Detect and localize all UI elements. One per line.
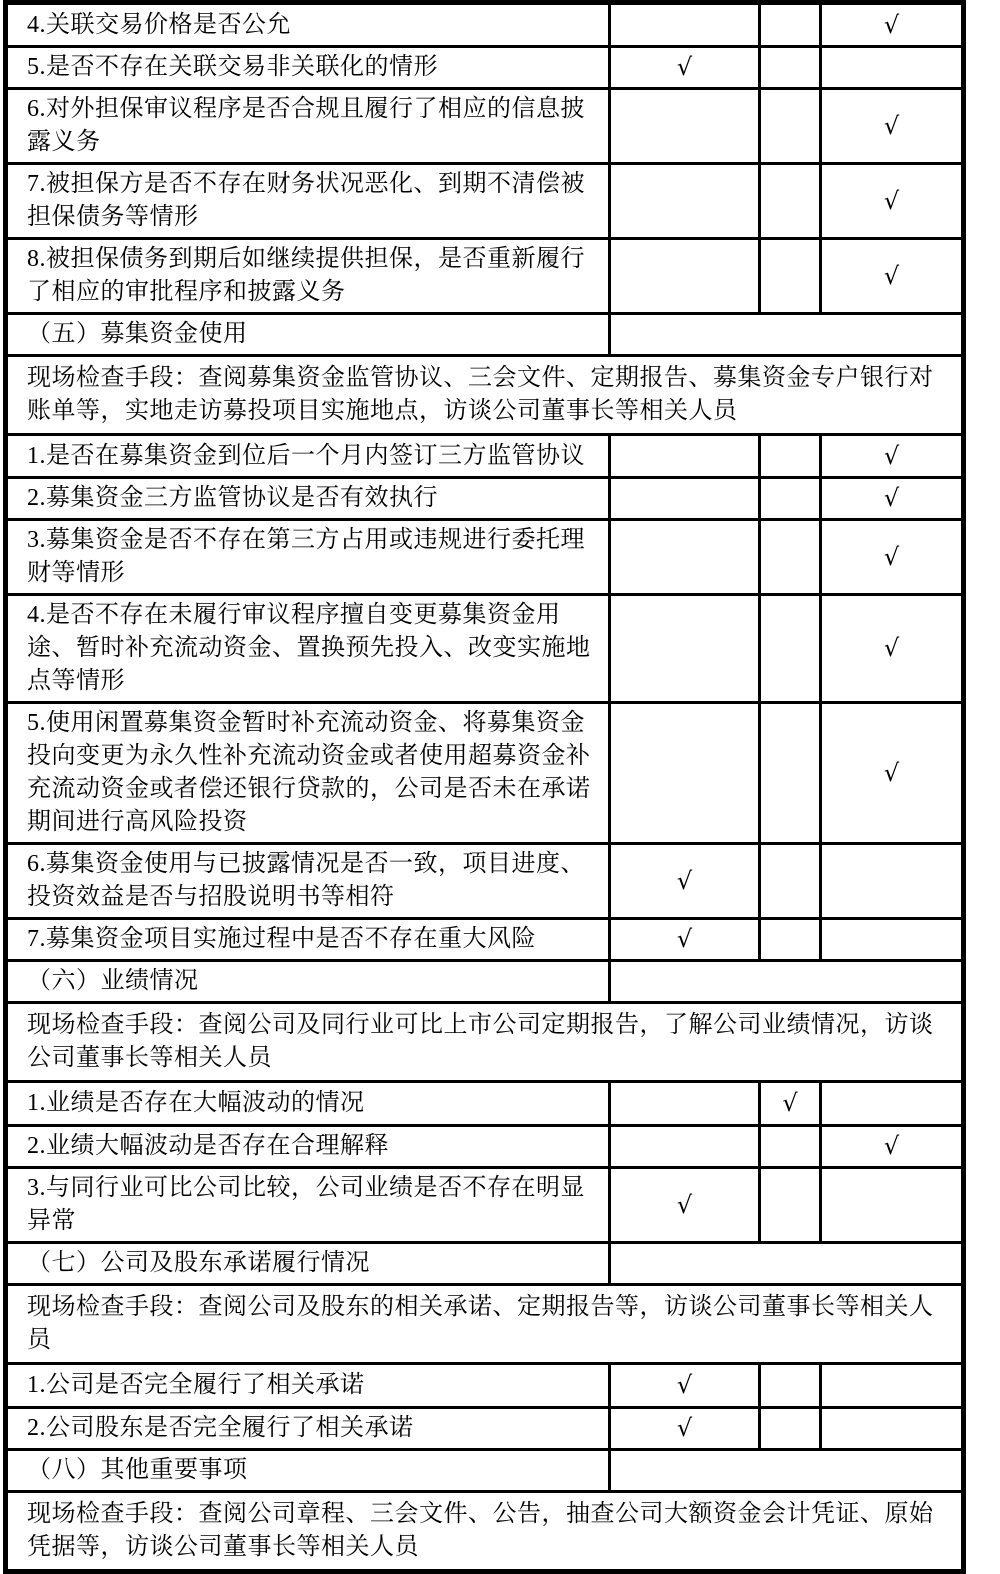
check-cell-3 <box>821 3 964 47</box>
check-cell-1 <box>610 1126 760 1168</box>
section-title: （五）募集资金使用 <box>6 314 610 356</box>
question-row <box>6 435 964 478</box>
check-cell-3 <box>821 1168 964 1243</box>
checkmark-icon: √ <box>676 866 693 895</box>
check-cell-2 <box>760 3 821 47</box>
check-cell-3 <box>821 919 964 961</box>
question-row <box>6 239 964 314</box>
check-cell-2 <box>760 919 821 961</box>
checkmark-icon: √ <box>676 1371 693 1399</box>
check-cell-2 <box>760 703 821 844</box>
check-cell-2 <box>760 1126 821 1168</box>
question-text: 2.公司股东是否完全履行了相关承诺 <box>6 1408 610 1450</box>
question-row <box>6 595 964 703</box>
checkmark-icon: √ <box>883 10 900 39</box>
check-cell-1 <box>610 478 760 520</box>
question-text: 8.被担保债务到期后如继续提供担保，是否重新履行了相应的审批程序和披露义务 <box>6 239 610 314</box>
question-row <box>6 919 964 961</box>
method-text: 现场检查手段：查阅公司及同行业可比上市公司定期报告，了解公司业绩情况，访谈公司董事长等相关人员 <box>6 1003 964 1082</box>
checkmark-icon: √ <box>782 1089 798 1117</box>
method-text: 现场检查手段：查阅公司章程、三会文件、公告，抽查公司大额资金会计凭证、原始凭据等，访谈公司董事长等相关人员 <box>6 1492 964 1572</box>
checkmark-icon: √ <box>883 634 900 662</box>
question-row <box>6 1408 964 1450</box>
section-answer-cell <box>610 1243 964 1285</box>
check-cell-3 <box>821 164 964 239</box>
check-cell-2 <box>760 844 821 919</box>
section-row <box>6 961 964 1003</box>
question-row <box>6 89 964 164</box>
section-title: （七）公司及股东承诺履行情况 <box>6 1243 610 1285</box>
check-cell-2 <box>760 239 821 314</box>
check-cell-3 <box>821 1082 964 1126</box>
question-row <box>6 164 964 239</box>
check-cell-1 <box>610 435 760 478</box>
check-cell-1 <box>610 844 760 919</box>
check-cell-3 <box>821 844 964 919</box>
check-cell-2 <box>760 520 821 595</box>
section-row <box>6 1450 964 1492</box>
question-text: 5.是否不存在关联交易非关联化的情形 <box>6 47 610 89</box>
question-text: 1.是否在募集资金到位后一个月内签订三方监管协议 <box>6 435 610 478</box>
question-text: 1.公司是否完全履行了相关承诺 <box>6 1364 610 1408</box>
checkmark-icon: √ <box>883 261 900 290</box>
check-cell-2 <box>760 1408 821 1450</box>
checkmark-icon: √ <box>676 1190 693 1219</box>
question-row <box>6 1168 964 1243</box>
check-cell-2 <box>760 1364 821 1408</box>
check-cell-1 <box>610 595 760 703</box>
checkmark-icon: √ <box>883 758 900 787</box>
question-row <box>6 3 964 47</box>
check-cell-2 <box>760 595 821 703</box>
check-cell-1 <box>610 1364 760 1408</box>
check-cell-1 <box>610 1168 760 1243</box>
question-row <box>6 703 964 844</box>
section-answer-cell <box>610 961 964 1003</box>
check-cell-2 <box>760 435 821 478</box>
check-cell-3 <box>821 89 964 164</box>
check-cell-2 <box>760 1082 821 1126</box>
check-cell-3 <box>821 435 964 478</box>
method-row <box>6 1285 964 1364</box>
method-text: 现场检查手段：查阅募集资金监管协议、三会文件、定期报告、募集资金专户银行对账单等，实地走访募投项目实施地点，访谈公司董事长等相关人员 <box>6 356 964 435</box>
checkmark-icon: √ <box>676 925 693 953</box>
check-cell-1 <box>610 47 760 89</box>
check-cell-1 <box>610 919 760 961</box>
question-row <box>6 1364 964 1408</box>
question-row <box>6 844 964 919</box>
check-cell-2 <box>760 1168 821 1243</box>
question-row <box>6 47 964 89</box>
method-text: 现场检查手段：查阅公司及股东的相关承诺、定期报告等，访谈公司董事长等相关人员 <box>6 1285 964 1364</box>
question-text: 1.业绩是否存在大幅波动的情况 <box>6 1082 610 1126</box>
question-row <box>6 520 964 595</box>
check-cell-2 <box>760 478 821 520</box>
question-text: 2.募集资金三方监管协议是否有效执行 <box>6 478 610 520</box>
section-title: （八）其他重要事项 <box>6 1450 610 1492</box>
section-answer-cell <box>610 314 964 356</box>
check-cell-3 <box>821 1408 964 1450</box>
question-text: 6.募集资金使用与已披露情况是否一致，项目进度、投资效益是否与招股说明书等相符 <box>6 844 610 919</box>
checkmark-icon: √ <box>883 111 900 140</box>
question-text: 4.是否不存在未履行审议程序擅自变更募集资金用途、暂时补充流动资金、置换预先投入、改变实施地点等情形 <box>6 595 610 703</box>
method-row <box>6 1492 964 1572</box>
question-text: 7.被担保方是否不存在财务状况恶化、到期不清偿被担保债务等情形 <box>6 164 610 239</box>
check-cell-3 <box>821 239 964 314</box>
check-cell-3 <box>821 703 964 844</box>
check-cell-3 <box>821 47 964 89</box>
checkmark-icon: √ <box>883 441 900 470</box>
check-cell-3 <box>821 520 964 595</box>
check-cell-1 <box>610 3 760 47</box>
section-answer-cell <box>610 1450 964 1492</box>
check-cell-1 <box>610 1082 760 1126</box>
question-row <box>6 1126 964 1168</box>
checkmark-icon: √ <box>676 53 693 81</box>
check-cell-3 <box>821 1364 964 1408</box>
check-cell-1 <box>610 164 760 239</box>
check-cell-1 <box>610 239 760 314</box>
checkmark-icon: √ <box>883 484 900 512</box>
question-text: 3.募集资金是否不存在第三方占用或违规进行委托理财等情形 <box>6 520 610 595</box>
check-cell-3 <box>821 595 964 703</box>
question-text: 6.对外担保审议程序是否合规且履行了相应的信息披露义务 <box>6 89 610 164</box>
question-text: 2.业绩大幅波动是否存在合理解释 <box>6 1126 610 1168</box>
check-cell-3 <box>821 1126 964 1168</box>
checkmark-icon: √ <box>676 1414 693 1442</box>
check-cell-1 <box>610 520 760 595</box>
check-cell-1 <box>610 1408 760 1450</box>
method-row <box>6 356 964 435</box>
question-row <box>6 1082 964 1126</box>
question-text: 7.募集资金项目实施过程中是否不存在重大风险 <box>6 919 610 961</box>
checkmark-icon: √ <box>883 542 900 571</box>
question-text: 3.与同行业可比公司比较，公司业绩是否不存在明显异常 <box>6 1168 610 1243</box>
section-title: （六）业绩情况 <box>6 961 610 1003</box>
question-row <box>6 478 964 520</box>
check-cell-3 <box>821 478 964 520</box>
check-cell-2 <box>760 47 821 89</box>
inspection-checklist-table <box>3 0 966 1574</box>
check-cell-1 <box>610 703 760 844</box>
section-row <box>6 314 964 356</box>
check-cell-1 <box>610 89 760 164</box>
question-text: 4.关联交易价格是否公允 <box>6 3 610 47</box>
checkmark-icon: √ <box>883 1132 900 1160</box>
checkmark-icon: √ <box>883 186 900 215</box>
section-row <box>6 1243 964 1285</box>
check-cell-2 <box>760 164 821 239</box>
question-text: 5.使用闲置募集资金暂时补充流动资金、将募集资金投向变更为永久性补充流动资金或者使用超募资金补充流动资金或者偿还银行贷款的，公司是否未在承诺期间进行高风险投资 <box>6 703 610 844</box>
check-cell-2 <box>760 89 821 164</box>
method-row <box>6 1003 964 1082</box>
